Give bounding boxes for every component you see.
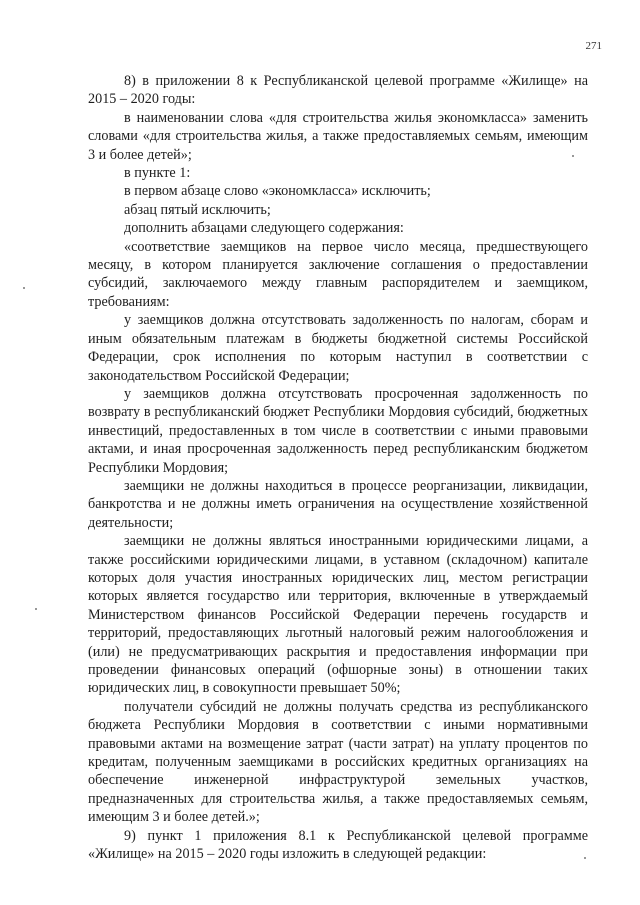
paragraph-no-double-funding: получатели субсидий не должны получать средства из республиканского бюджета Республики Мордовия в соответствии с иными нормативными правовыми актами на возмещение затрат (части затрат) на уплату процентов по кредитам, полученным заемщиками в российских кредитных организациях на обеспечение инженерной инфраструктурой земельных участков, предназначенных для строительства жилья, а также предоставляемых семьям, имеющим 3 и более детей.»;: [88, 698, 588, 826]
paragraph-point-1: в пункте 1:: [124, 165, 191, 182]
paragraph-rename: в наименовании слова «для строительства жилья экономкласса» заменить словами «для строительства жилья, а также предоставляемых семьям, имеющим 3 и более детей»;: [88, 109, 588, 163]
paragraph-first-abzac: в первом абзаце слово «экономкласса» исключить;: [124, 183, 431, 200]
document-body: [88, 72, 588, 863]
scan-speck: [23, 287, 25, 289]
paragraph-no-tax-debt: у заемщиков должна отсутствовать задолженность по налогам, сборам и иным обязательным платежам в бюджеты бюджетной системы Российской Федерации, срок исполнения по которым наступил в соответствии с законодательством Российской Федерации;: [88, 312, 588, 384]
paragraph-no-reorganization: заемщики не должны находиться в процессе реорганизации, ликвидации, банкротства и не должны иметь ограничения на осуществление хозяйственной деятельности;: [88, 477, 588, 531]
paragraph-no-foreign-entities: заемщики не должны являться иностранными юридическими лицами, а также российскими юридическими лицами, в уставном (складочном) капитале которых доля участия иностранных юридических лиц, местом регистрации которых является государство или территория, включенные в утверждаемый Министерством финансов Российской Федерации перечень государств и территорий, предоставляющих льготный налоговый режим налогообложения и (или) не предусматривающих раскрытия и предоставления информации при проведении финансовых операций (офшорные зоны) в отношении таких юридических лиц, в совокупности превышает 50%;: [88, 533, 588, 697]
scan-speck: [584, 857, 586, 859]
paragraph-add-abzacs: дополнить абзацами следующего содержания:: [124, 220, 404, 237]
paragraph-no-overdue-debt: у заемщиков должна отсутствовать просроченная задолженность по возврату в республиканский бюджет Республики Мордовия субсидий, бюджетных инвестиций, предоставленных в том числе в соответствии с иными правовыми актами, и иная просроченная задолженность перед республиканским бюджетом Республики Мордовия;: [88, 385, 588, 476]
page-number: 271: [585, 40, 602, 52]
scan-speck: [35, 608, 37, 610]
paragraph-borrower-compliance: «соответствие заемщиков на первое число месяца, предшествующего месяцу, в котором планируется заключение соглашения о предоставлении субсидий, заключаемого между главным распорядителем и заемщиком, требованиям:: [88, 238, 588, 310]
paragraph-fifth-abzac: абзац пятый исключить;: [124, 201, 271, 218]
paragraph-item-9: 9) пункт 1 приложения 8.1 к Республиканской целевой программе «Жилище» на 2015 – 2020 годы изложить в следующей редакции:: [88, 827, 588, 863]
scan-speck: [572, 155, 574, 157]
paragraph-item-8: 8) в приложении 8 к Республиканской целевой программе «Жилище» на 2015 – 2020 годы:: [88, 73, 588, 108]
